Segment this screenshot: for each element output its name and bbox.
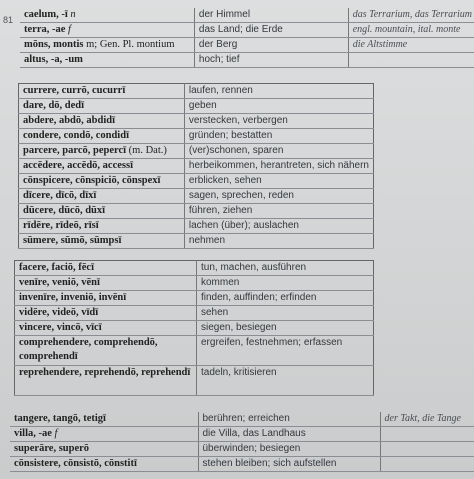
latin-word: comprehendere, comprehendō, comprehendī	[15, 336, 197, 366]
latin-word: superāre, superō	[10, 442, 198, 457]
german-meaning: der Berg	[194, 38, 348, 53]
latin-grammar: n	[70, 9, 76, 20]
vocab-table-verbs-2	[14, 260, 374, 396]
german-meaning: kommen	[197, 276, 374, 291]
table-row	[19, 159, 374, 174]
table-row	[19, 114, 374, 129]
table-row	[10, 457, 474, 472]
table-row	[19, 99, 374, 114]
latin-word: currere, currō, cucurrī	[19, 84, 185, 99]
latin-word: mōns, montis	[24, 39, 84, 50]
table-row	[20, 38, 474, 53]
table-row	[20, 53, 474, 68]
latin-word: tangere, tangō, tetigī	[10, 412, 198, 427]
derivative-note: der Takt, die Tange	[380, 412, 474, 427]
latin-word: terra, -ae	[24, 24, 66, 35]
latin-grammar: f	[68, 24, 71, 35]
derivative-note: die Altstimme	[348, 38, 474, 53]
german-meaning: geben	[184, 99, 373, 114]
latin-word: abdere, abdō, abdidī	[19, 114, 185, 129]
german-meaning: führen, ziehen	[184, 204, 373, 219]
latin-word: facere, faciō, fēcī	[15, 261, 197, 276]
german-meaning: ergreifen, festnehmen; erfassen	[197, 336, 374, 366]
table-row	[15, 321, 374, 336]
latin-word: vidēre, videō, vīdī	[15, 306, 197, 321]
table-row	[10, 442, 474, 457]
latin-word: condere, condō, condidī	[19, 129, 185, 144]
latin-word: sūmere, sūmō, sūmpsī	[19, 234, 185, 249]
german-meaning: tun, machen, ausführen	[197, 261, 374, 276]
german-meaning: siegen, besiegen	[197, 321, 374, 336]
german-meaning: lachen (über); auslachen	[184, 219, 373, 234]
derivative-note: engl. mountain, ital. monte	[348, 23, 474, 38]
vocab-table-nouns	[20, 8, 474, 68]
table-row	[19, 219, 374, 234]
table-row	[15, 261, 374, 276]
german-meaning: gründen; bestatten	[184, 129, 373, 144]
derivative-note: das Terrarium, das Terrarium	[348, 8, 474, 23]
derivative-note	[348, 53, 474, 68]
german-meaning: tadeln, kritisieren	[197, 366, 374, 396]
german-meaning: herbeikommen, herantreten, sich nähern	[184, 159, 373, 174]
latin-word: dare, dō, dedī	[19, 99, 185, 114]
table-row	[20, 8, 474, 23]
derivative-note	[380, 457, 474, 472]
latin-word: dūcere, dūcō, dūxī	[19, 204, 185, 219]
latin-word: vincere, vincō, vīcī	[15, 321, 197, 336]
table-row	[19, 234, 374, 249]
german-meaning: erblicken, sehen	[184, 174, 373, 189]
german-meaning: der Himmel	[194, 8, 348, 23]
german-meaning: hoch; tief	[194, 53, 348, 68]
derivative-note	[380, 442, 474, 457]
table-row	[15, 336, 374, 366]
table-row	[20, 23, 474, 38]
table-row	[19, 129, 374, 144]
german-meaning: (ver)schonen, sparen	[184, 144, 373, 159]
table-row	[19, 144, 374, 159]
german-meaning: sagen, sprechen, reden	[184, 189, 373, 204]
vocab-table-mixed	[10, 412, 474, 472]
german-meaning: stehen bleiben; sich aufstellen	[198, 457, 380, 472]
table-row	[15, 306, 374, 321]
line-number: 81	[3, 15, 14, 25]
latin-word: accēdere, accēdō, accessī	[19, 159, 185, 174]
latin-word: parcere, parcō, pepercī	[23, 145, 127, 156]
latin-word: cōnsistere, cōnsistō, cōnstitī	[10, 457, 198, 472]
latin-grammar: m; Gen. Pl. montium	[86, 39, 175, 50]
latin-word: dīcere, dīcō, dīxī	[19, 189, 185, 204]
german-meaning: die Villa, das Landhaus	[198, 427, 380, 442]
german-meaning: berühren; erreichen	[198, 412, 380, 427]
latin-word: cōnspicere, cōnspiciō, cōnspexī	[19, 174, 185, 189]
table-row	[19, 204, 374, 219]
german-meaning: nehmen	[184, 234, 373, 249]
latin-word: venīre, veniō, vēnī	[15, 276, 197, 291]
table-row	[10, 412, 474, 427]
derivative-note	[380, 427, 474, 442]
latin-word: rīdēre, rīdeō, rīsī	[19, 219, 185, 234]
table-row	[15, 291, 374, 306]
latin-word: invenīre, inveniō, invēnī	[15, 291, 197, 306]
latin-word: caelum, -ī	[24, 9, 68, 20]
table-row	[15, 276, 374, 291]
german-meaning: das Land; die Erde	[194, 23, 348, 38]
german-meaning: überwinden; besiegen	[198, 442, 380, 457]
table-row	[15, 366, 374, 396]
table-row	[19, 174, 374, 189]
latin-word: altus, -a, -um	[24, 54, 83, 65]
latin-word: villa, -ae	[14, 428, 52, 439]
vocab-table-verbs-1	[18, 83, 374, 249]
latin-grammar: (m. Dat.)	[128, 145, 167, 156]
latin-word: reprehendere, reprehendō, reprehendī	[15, 366, 197, 396]
latin-grammar: f	[54, 428, 58, 439]
german-meaning: finden, auffinden; erfinden	[197, 291, 374, 306]
german-meaning: laufen, rennen	[184, 84, 373, 99]
german-meaning: sehen	[197, 306, 374, 321]
table-row	[19, 189, 374, 204]
table-row	[10, 427, 474, 442]
german-meaning: verstecken, verbergen	[184, 114, 373, 129]
table-row	[19, 84, 374, 99]
